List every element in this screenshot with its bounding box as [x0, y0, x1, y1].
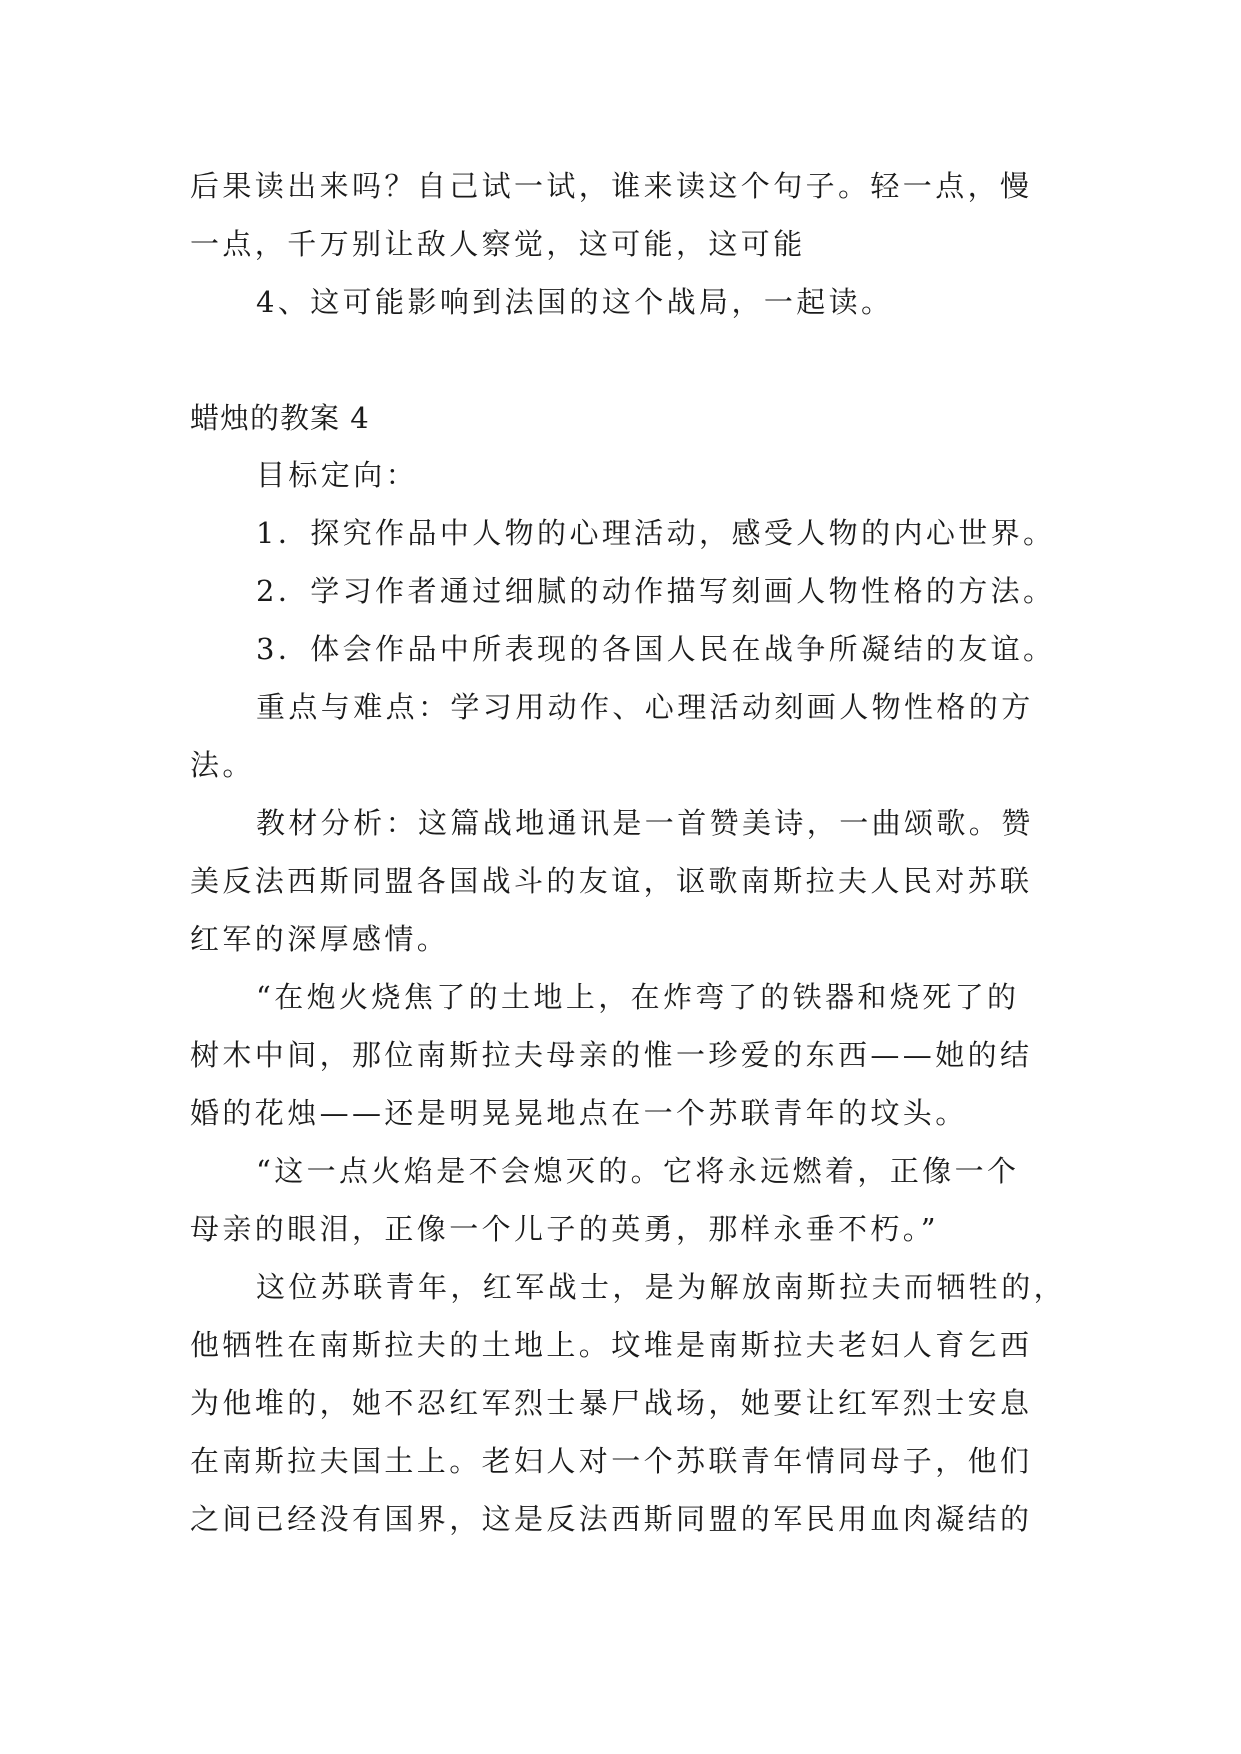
paragraph-line-4: 在南斯拉夫国土上。老妇人对一个苏联青年情同母子，他们	[190, 1444, 1033, 1478]
continuation-line-2: 一点，千万别让敌人察觉，这可能，这可能	[190, 227, 806, 261]
analysis-line-1: 教材分析：这篇战地通讯是一首赞美诗，一曲颂歌。赞	[256, 806, 1034, 840]
paragraph-line-5: 之间已经没有国界，这是反法西斯同盟的军民用血肉凝结的	[190, 1502, 1033, 1536]
key-points-line-2: 法。	[190, 748, 255, 782]
quote2-line-1: “这一点火焰是不会熄灭的。它将永远燃着，正像一个	[256, 1154, 1020, 1188]
quote1-line-3: 婚的花烛——还是明晃晃地点在一个苏联青年的坟头。	[190, 1096, 968, 1130]
goal-item-3: 3．体会作品中所表现的各国人民在战争所凝结的友谊。	[256, 632, 1056, 666]
paragraph-line-2: 他牺牲在南斯拉夫的土地上。坟堆是南斯拉夫老妇人育乞西	[190, 1328, 1033, 1362]
quote1-line-2: 树木中间，那位南斯拉夫母亲的惟一珍爱的东西——她的结	[190, 1038, 1033, 1072]
continuation-line-3: 4、这可能影响到法国的这个战局，一起读。	[256, 285, 894, 319]
goal-item-2: 2．学习作者通过细腻的动作描写刻画人物性格的方法。	[256, 574, 1056, 608]
paragraph-line-3: 为他堆的，她不忍红军烈士暴尸战场，她要让红军烈士安息	[190, 1386, 1033, 1420]
continuation-line-1: 后果读出来吗？自己试一试，谁来读这个句子。轻一点，慢	[190, 169, 1033, 203]
quote2-line-2: 母亲的眼泪，正像一个儿子的英勇，那样永垂不朽。”	[190, 1212, 939, 1246]
analysis-line-3: 红军的深厚感情。	[190, 922, 450, 956]
key-points-line-1: 重点与难点：学习用动作、心理活动刻画人物性格的方	[256, 690, 1034, 724]
analysis-line-2: 美反法西斯同盟各国战斗的友谊，讴歌南斯拉夫人民对苏联	[190, 864, 1033, 898]
goal-item-1: 1．探究作品中人物的心理活动，感受人物的内心世界。	[256, 516, 1056, 550]
paragraph-line-1: 这位苏联青年，红军战士，是为解放南斯拉夫而牺牲的，	[256, 1270, 1067, 1304]
quote1-line-1: “在炮火烧焦了的土地上，在炸弯了的铁器和烧死了的	[256, 980, 1020, 1014]
section-title: 蜡烛的教案 4	[190, 401, 370, 435]
goals-label: 目标定向：	[256, 458, 419, 492]
